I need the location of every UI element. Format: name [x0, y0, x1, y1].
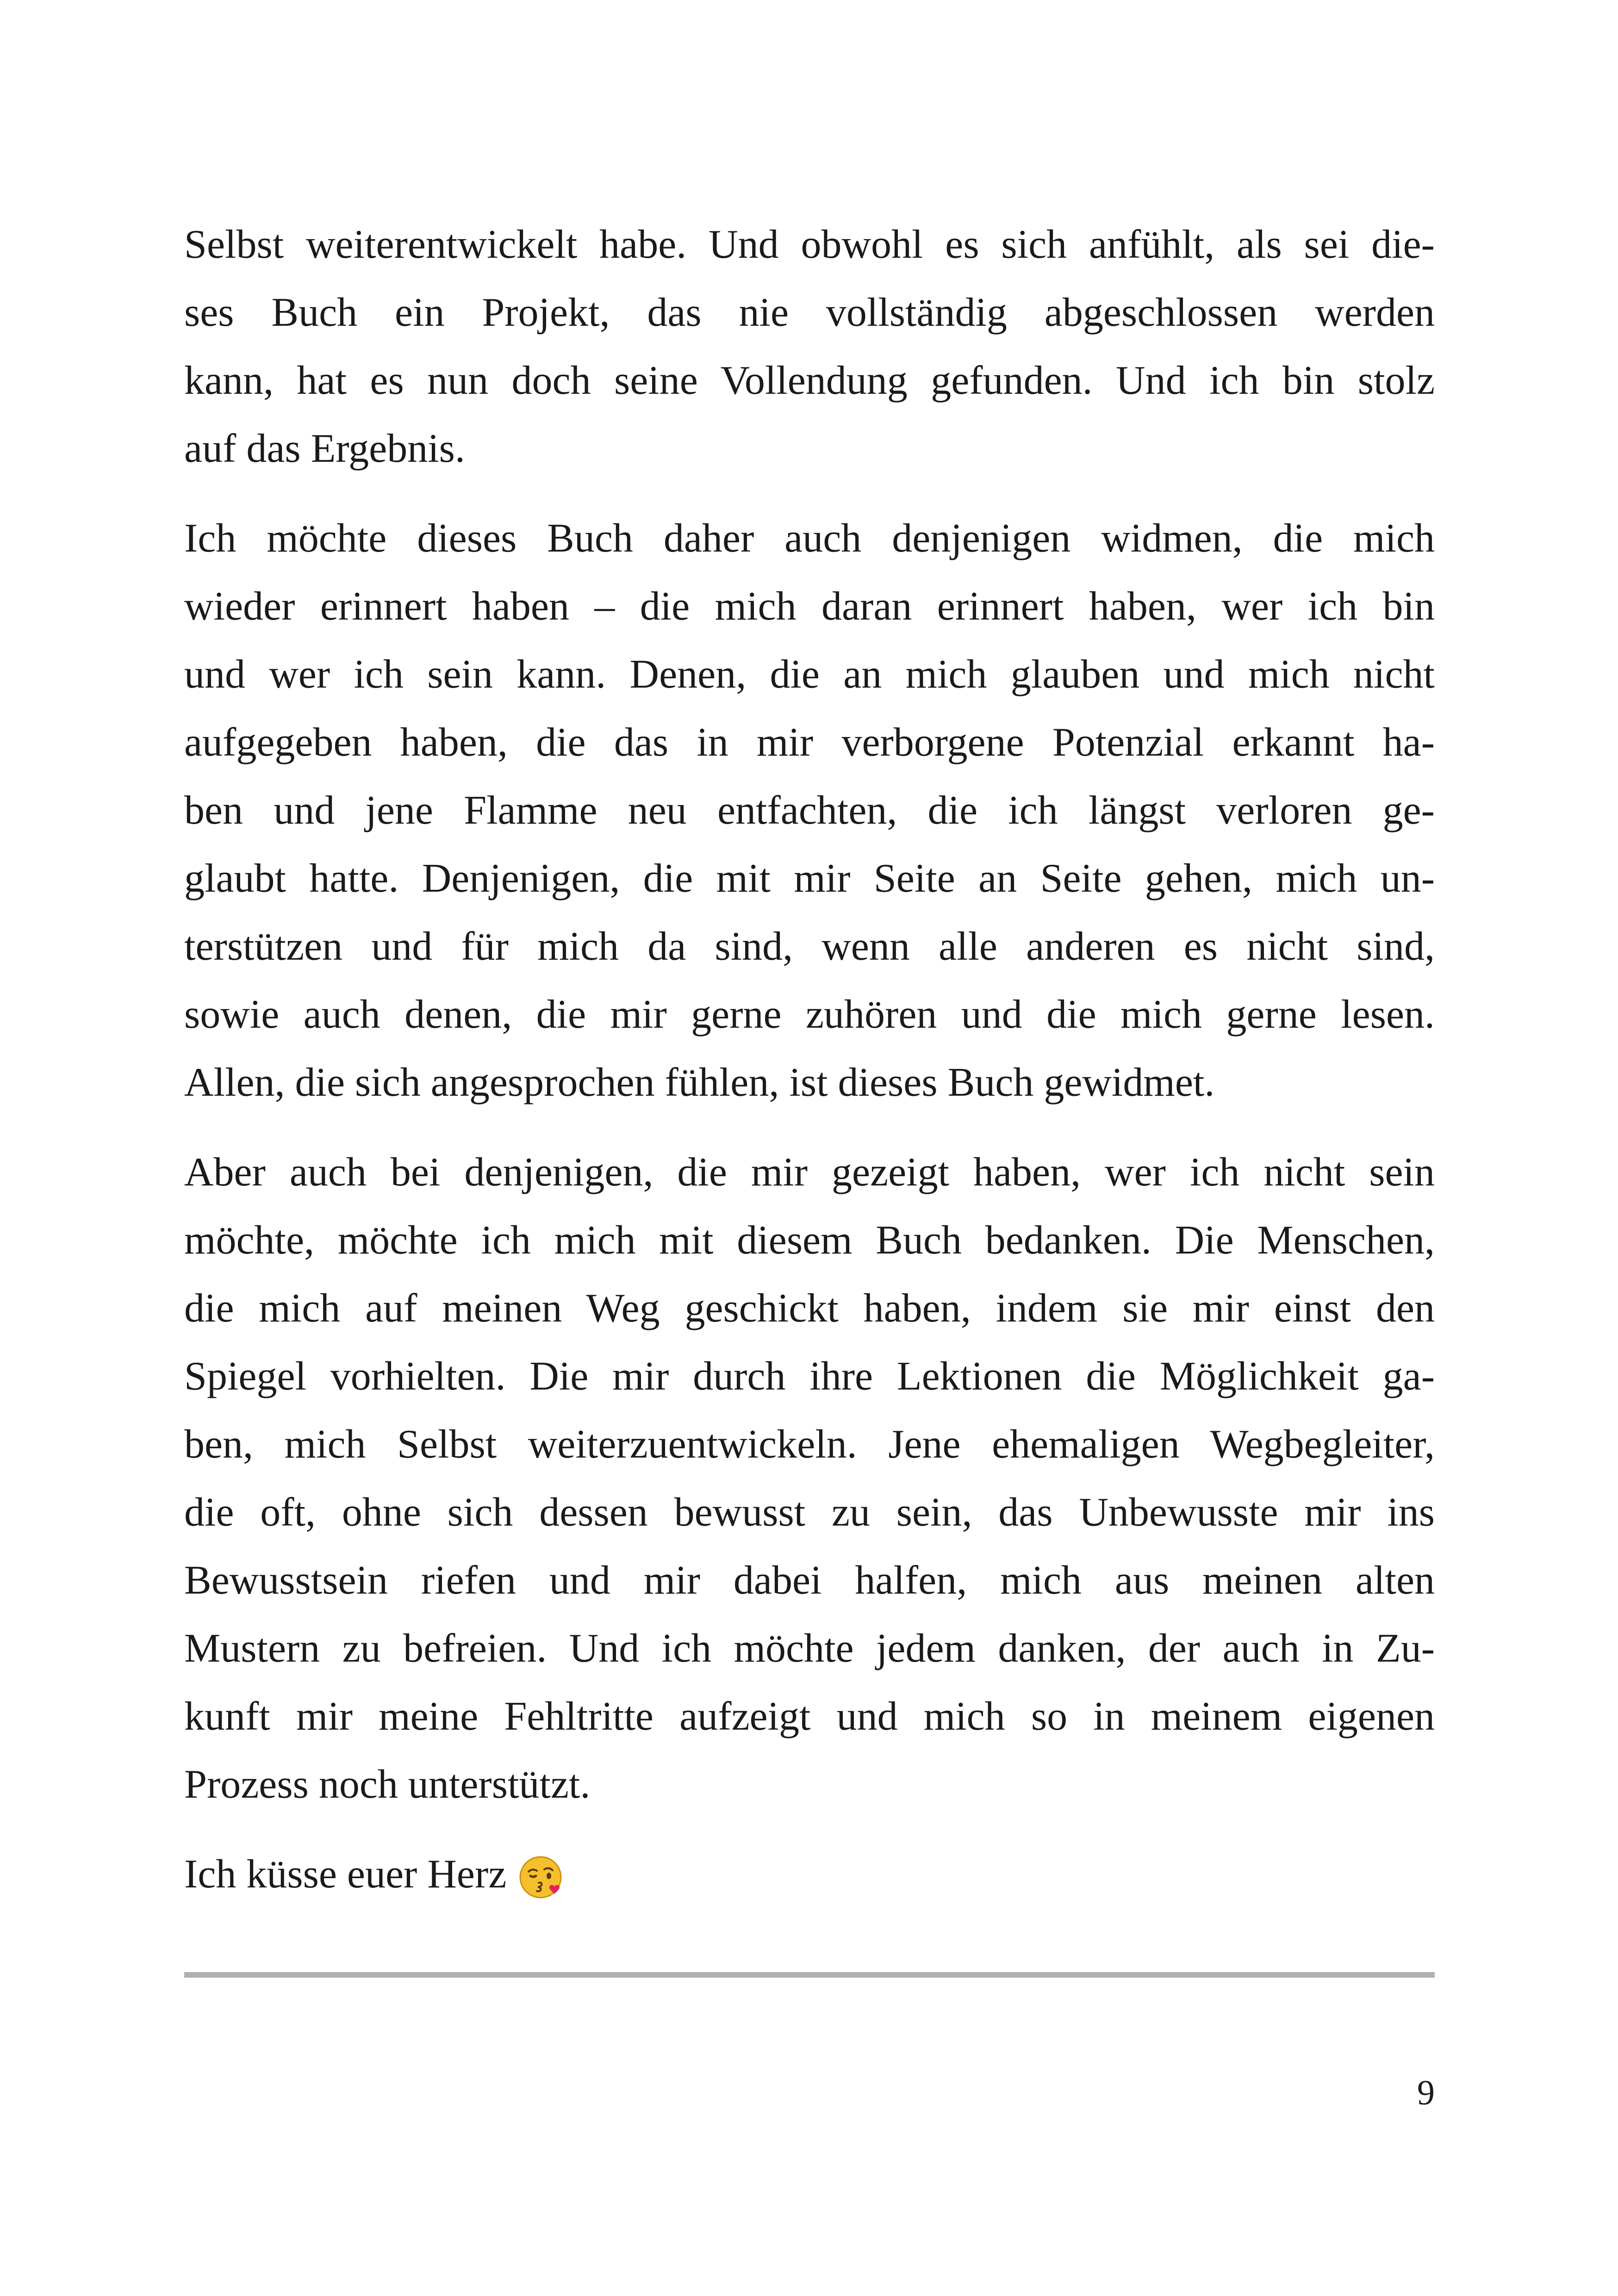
body-text: [184, 211, 1435, 1908]
paragraph-line: Ich möchte dieses Buch daher auch denjenigen widmen, die mich: [184, 516, 1435, 561]
paragraph-line: aufgegeben haben, die das in mir verborgene Potenzial erkannt ha-: [184, 720, 1435, 765]
paragraph-line: sowie auch denen, die mir gerne zuhören und die mich gerne lesen.: [184, 992, 1435, 1037]
closing-line: [184, 1840, 1435, 1908]
paragraph-line: und wer ich sein kann. Denen, die an mich glauben und mich nicht: [184, 652, 1435, 697]
paragraph-line: kann, hat es nun doch seine Vollendung gefunden. Und ich bin stolz: [184, 358, 1435, 403]
paragraph-line: wieder erinnert haben – die mich daran erinnert haben, wer ich bin: [184, 584, 1435, 629]
paragraph-line: kunft mir meine Fehltritte aufzeigt und mich so in meinem eigenen: [184, 1694, 1435, 1739]
paragraph-line: Allen, die sich angesprochen fühlen, ist dieses Buch gewidmet.: [184, 1060, 1215, 1105]
paragraph-line: möchte, möchte ich mich mit diesem Buch bedanken. Die Menschen,: [184, 1218, 1435, 1263]
paragraph-line: terstützen und für mich da sind, wenn alle anderen es nicht sind,: [184, 924, 1435, 969]
face-blowing-kiss-icon: [518, 1853, 565, 1899]
paragraph-line: die oft, ohne sich dessen bewusst zu sein, das Unbewusste mir ins: [184, 1490, 1435, 1535]
paragraph-line: auf das Ergebnis.: [184, 426, 465, 471]
paragraph-line: glaubt hatte. Denjenigen, die mit mir Seite an Seite gehen, mich un-: [184, 856, 1435, 901]
paragraph-line: ses Buch ein Projekt, das nie vollständig abgeschlossen werden: [184, 290, 1435, 335]
paragraph-2: [184, 504, 1435, 1117]
horizontal-rule: [184, 1972, 1435, 1978]
paragraph-line: ben, mich Selbst weiterzuentwickeln. Jene ehemaligen Wegbegleiter,: [184, 1422, 1435, 1467]
paragraph-line: die mich auf meinen Weg geschickt haben, indem sie mir einst den: [184, 1286, 1435, 1331]
paragraph-line: Mustern zu befreien. Und ich möchte jedem danken, der auch in Zu-: [184, 1626, 1435, 1671]
closing-text: Ich küsse euer Herz: [184, 1852, 507, 1897]
page-number: 9: [1417, 2073, 1435, 2112]
paragraph-3: [184, 1138, 1435, 1818]
paragraph-line: Aber auch bei denjenigen, die mir gezeigt haben, wer ich nicht sein: [184, 1150, 1435, 1195]
paragraph-line: Selbst weiterentwickelt habe. Und obwohl es sich anfühlt, als sei die-: [184, 222, 1435, 267]
paragraph-line: ben und jene Flamme neu entfachten, die ich längst verloren ge-: [184, 788, 1435, 833]
paragraph-1: [184, 211, 1435, 483]
paragraph-line: Bewusstsein riefen und mir dabei halfen, mich aus meinen alten: [184, 1558, 1435, 1603]
paragraph-line: Prozess noch unterstützt.: [184, 1762, 591, 1807]
paragraph-line: Spiegel vorhielten. Die mir durch ihre Lektionen die Möglichkeit ga-: [184, 1354, 1435, 1399]
